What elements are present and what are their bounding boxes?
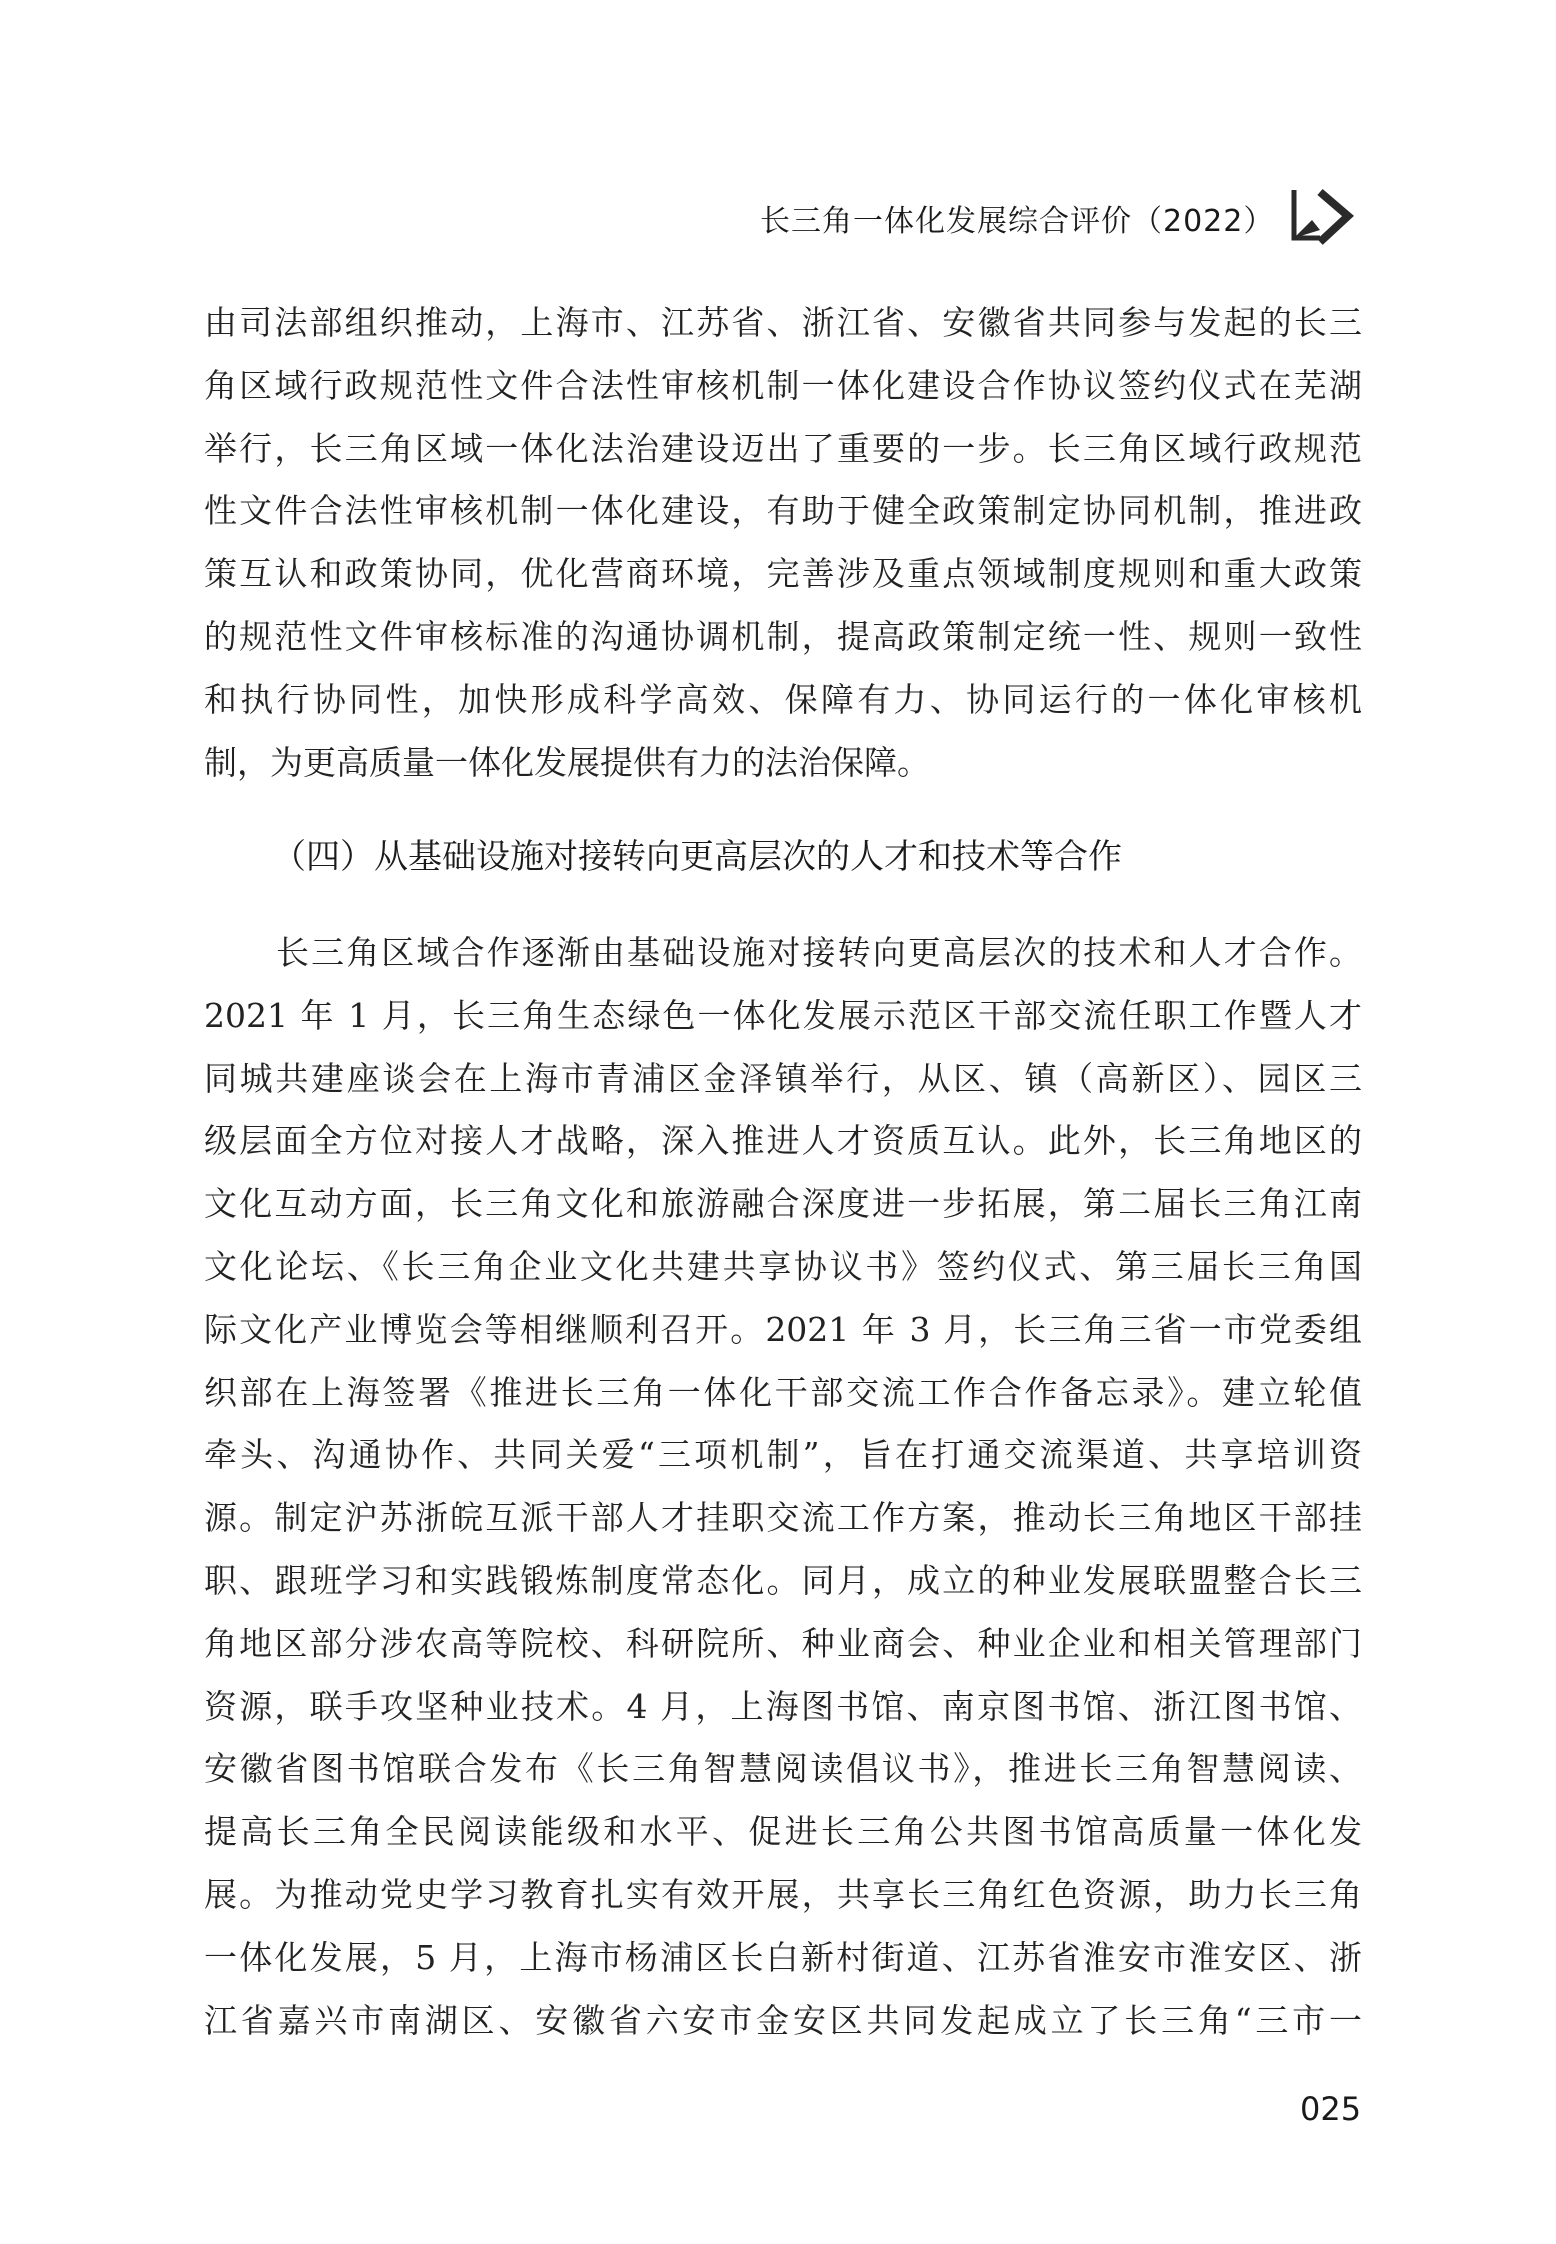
paragraph-line: 策互认和政策协同，优化营商环境，完善涉及重点领域制度规则和重大政策 [204,554,1362,594]
paragraph-line: 文化互动方面，长三角文化和旅游融合深度进一步拓展，第二届长三角江南 [204,1184,1362,1224]
paragraph-2 [204,922,1362,2052]
page-number: 025 [1300,2090,1362,2128]
paragraph-line: 职、跟班学习和实践锻炼制度常态化。同月，成立的种业发展联盟整合长三 [204,1560,1362,1600]
paragraph-line: 的规范性文件审核标准的沟通协调机制，提高政策制定统一性、规则一致性 [204,616,1362,656]
running-header: 长三角一体化发展综合评价（2022） [760,204,1275,239]
paragraph-line: 2021 年 1 月，长三角生态绿色一体化发展示范区干部交流任职工作暨人才 [204,995,1362,1035]
paragraph-line: 角地区部分涉农高等院校、科研院所、种业商会、种业企业和相关管理部门 [204,1623,1362,1663]
paragraph-line: 织部在上海签署《推进长三角一体化干部交流工作合作备忘录》。建立轮值 [204,1372,1362,1412]
paragraph-line: 由司法部组织推动，上海市、江苏省、浙江省、安徽省共同参与发起的长三 [204,303,1362,342]
paragraph-line: 级层面全方位对接人才战略，深入推进人才资质互认。此外，长三角地区的 [204,1121,1362,1161]
section-heading: （四）从基础设施对接转向更高层次的人才和技术等合作 [272,837,1122,877]
paragraph-line: 资源，联手攻坚种业技术。4 月，上海图书馆、南京图书馆、浙江图书馆、 [204,1686,1362,1726]
paragraph-line: 源。制定沪苏浙皖互派干部人才挂职交流工作方案，推动长三角地区干部挂 [204,1498,1362,1538]
paragraph-line: 提高长三角全民阅读能级和水平、促进长三角公共图书馆高质量一体化发 [204,1812,1362,1852]
paragraph-line: 性文件合法性审核机制一体化建设，有助于健全政策制定协同机制，推进政 [204,491,1362,531]
chevron-arrow-logo-icon [1290,186,1360,246]
paragraph-line: 角区域行政规范性文件合法性审核机制一体化建设合作协议签约仪式在芜湖 [204,365,1362,405]
paragraph-line: 文化论坛、《长三角企业文化共建共享协议书》签约仪式、第三届长三角国 [204,1246,1362,1286]
paragraph-line: 举行，长三角区域一体化法治建设迈出了重要的一步。长三角区域行政规范 [204,428,1362,468]
paragraph-line: 江省嘉兴市南湖区、安徽省六安市金安区共同发起成立了长三角“三市一 [204,2000,1362,2040]
paragraph-1 [204,292,1362,794]
paragraph-line: 长三角区域合作逐渐由基础设施对接转向更高层次的技术和人才合作。 [276,933,1362,972]
paragraph-line: 同城共建座谈会在上海市青浦区金泽镇举行，从区、镇（高新区）、园区三 [204,1058,1362,1098]
paragraph-line: 际文化产业博览会等相继顺利召开。2021 年 3 月，长三角三省一市党委组 [204,1309,1362,1349]
paragraph-line: 制，为更高质量一体化发展提供有力的法治保障。 [204,742,930,782]
paragraph-line: 一体化发展，5 月，上海市杨浦区长白新村街道、江苏省淮安市淮安区、浙 [204,1937,1362,1977]
paragraph-line: 牵头、沟通协作、共同关爱“三项机制”，旨在打通交流渠道、共享培训资 [204,1435,1362,1475]
paragraph-line: 展。为推动党史学习教育扎实有效开展，共享长三角红色资源，助力长三角 [204,1874,1362,1914]
paragraph-line: 安徽省图书馆联合发布《长三角智慧阅读倡议书》，推进长三角智慧阅读、 [204,1749,1362,1789]
paragraph-line: 和执行协同性，加快形成科学高效、保障有力、协同运行的一体化审核机 [204,679,1362,719]
